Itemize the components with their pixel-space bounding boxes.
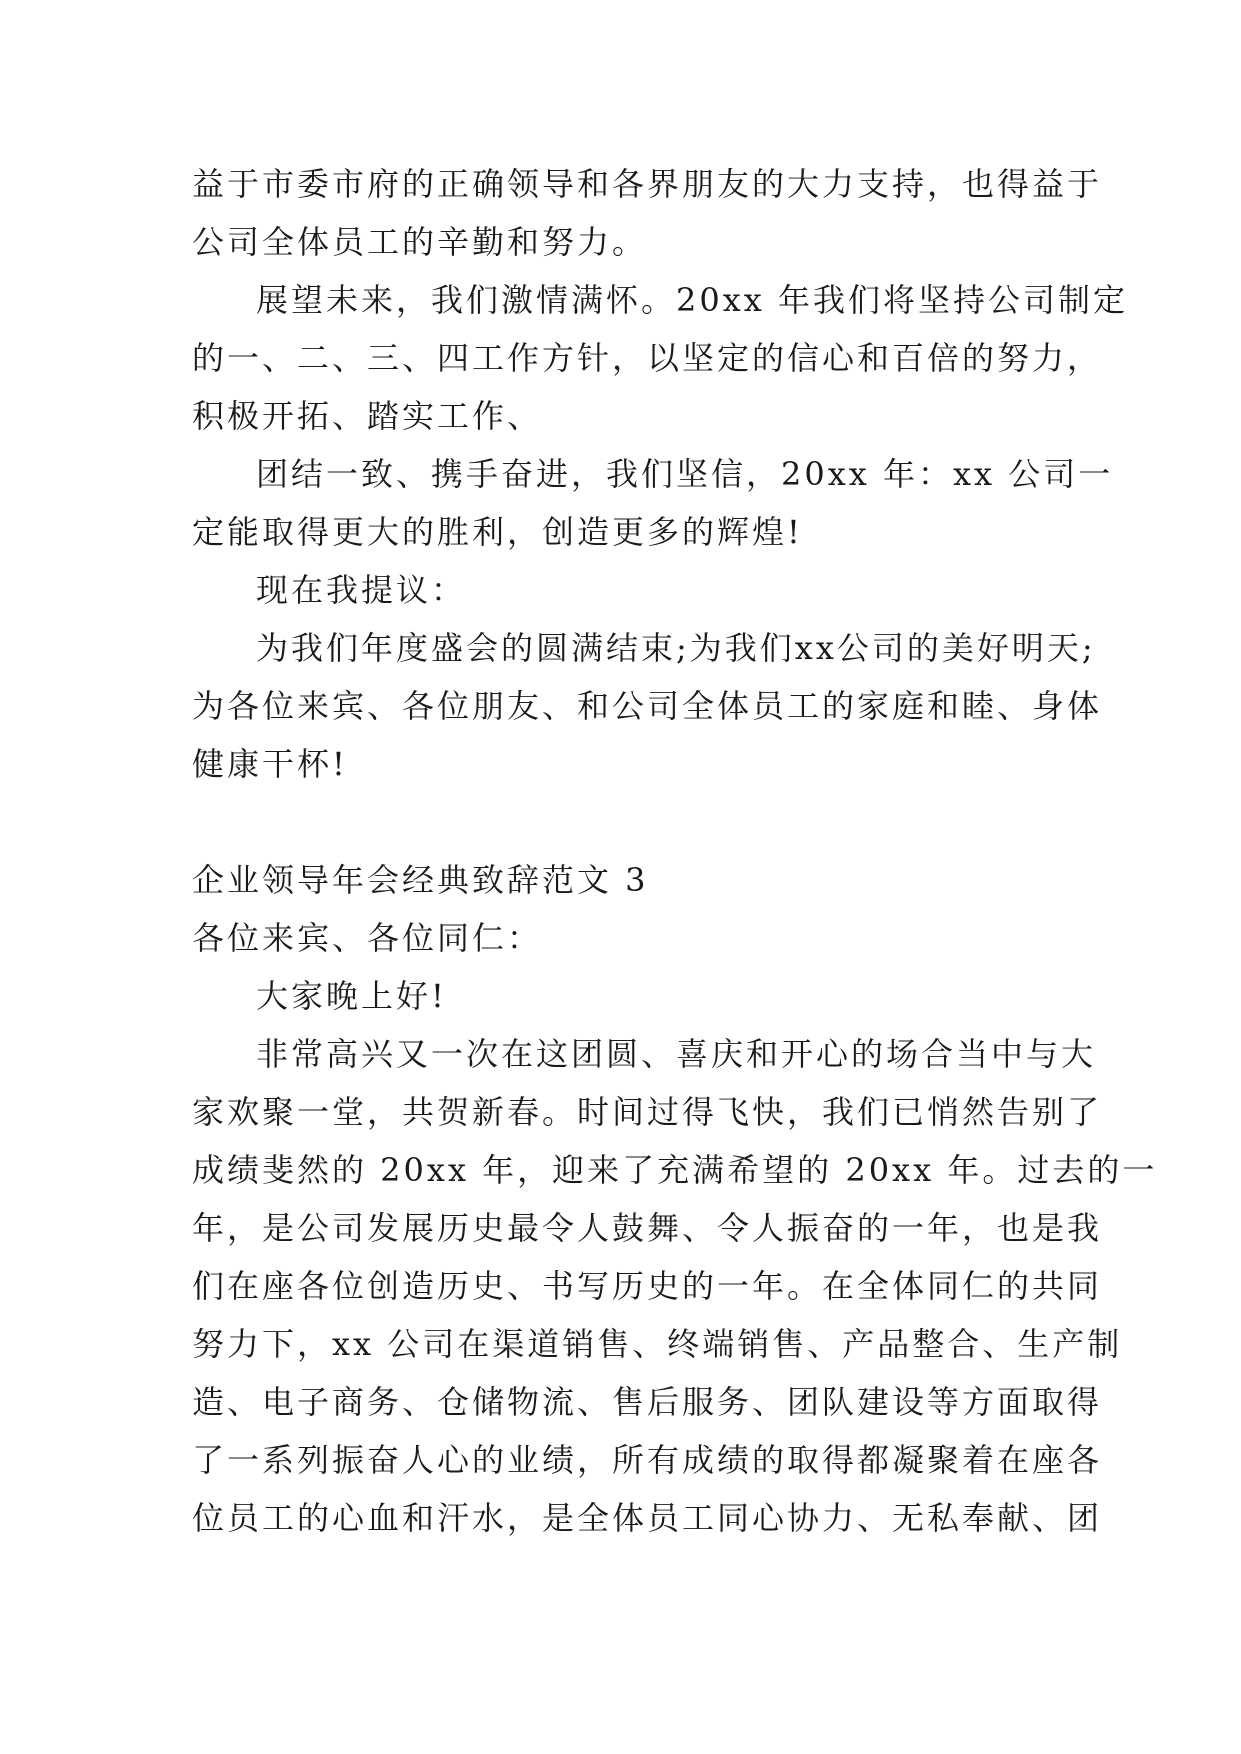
text-line: 了一系列振奋人心的业绩，所有成绩的取得都凝聚着在座各: [192, 1441, 1103, 1479]
text-line: 团结一致、携手奋进，我们坚信，20xx 年：xx 公司一: [256, 455, 1114, 493]
text-line: 年，是公司发展历史最令人鼓舞、令人振奋的一年，也是我: [192, 1209, 1103, 1247]
salutation: 各位来宾、各位同仁：: [192, 919, 543, 957]
text-line: 现在我提议：: [256, 571, 467, 609]
text-line: 们在座各位创造历史、书写历史的一年。在全体同仁的共同: [192, 1267, 1103, 1305]
section-title: 企业领导年会经典致辞范文 3: [192, 861, 649, 899]
text-line: 家欢聚一堂，共贺新春。时间过得飞快，我们已悄然告别了: [192, 1093, 1103, 1131]
text-line: 位员工的心血和汗水，是全体员工同心协力、无私奉献、团: [192, 1499, 1103, 1537]
text-line: 造、电子商务、仓储物流、售后服务、团队建设等方面取得: [192, 1383, 1103, 1421]
text-line: 成绩斐然的 20xx 年，迎来了充满希望的 20xx 年。过去的一: [192, 1151, 1158, 1189]
text-line: 定能取得更大的胜利，创造更多的辉煌!: [192, 513, 803, 551]
text-line: 积极开拓、踏实工作、: [192, 397, 543, 435]
text-line: 非常高兴又一次在这团圆、喜庆和开心的场合当中与大: [256, 1035, 1097, 1073]
text-line: 的一、二、三、四工作方针，以坚定的信心和百倍的努力，: [192, 339, 1103, 377]
text-line: 为我们年度盛会的圆满结束;为我们xx公司的美好明天;: [256, 629, 1096, 667]
text-line: 益于市委市府的正确领导和各界朋友的大力支持，也得益于: [192, 165, 1103, 203]
text-line: 健康干杯!: [192, 745, 348, 783]
greeting: 大家晚上好!: [256, 977, 447, 1015]
text-line: 努力下，xx 公司在渠道销售、终端销售、产品整合、生产制: [192, 1325, 1123, 1363]
text-line: 为各位来宾、各位朋友、和公司全体员工的家庭和睦、身体: [192, 687, 1103, 725]
text-line: 公司全体员工的辛勤和努力。: [192, 223, 648, 261]
text-line: 展望未来，我们激情满怀。20xx 年我们将坚持公司制定: [256, 281, 1128, 319]
